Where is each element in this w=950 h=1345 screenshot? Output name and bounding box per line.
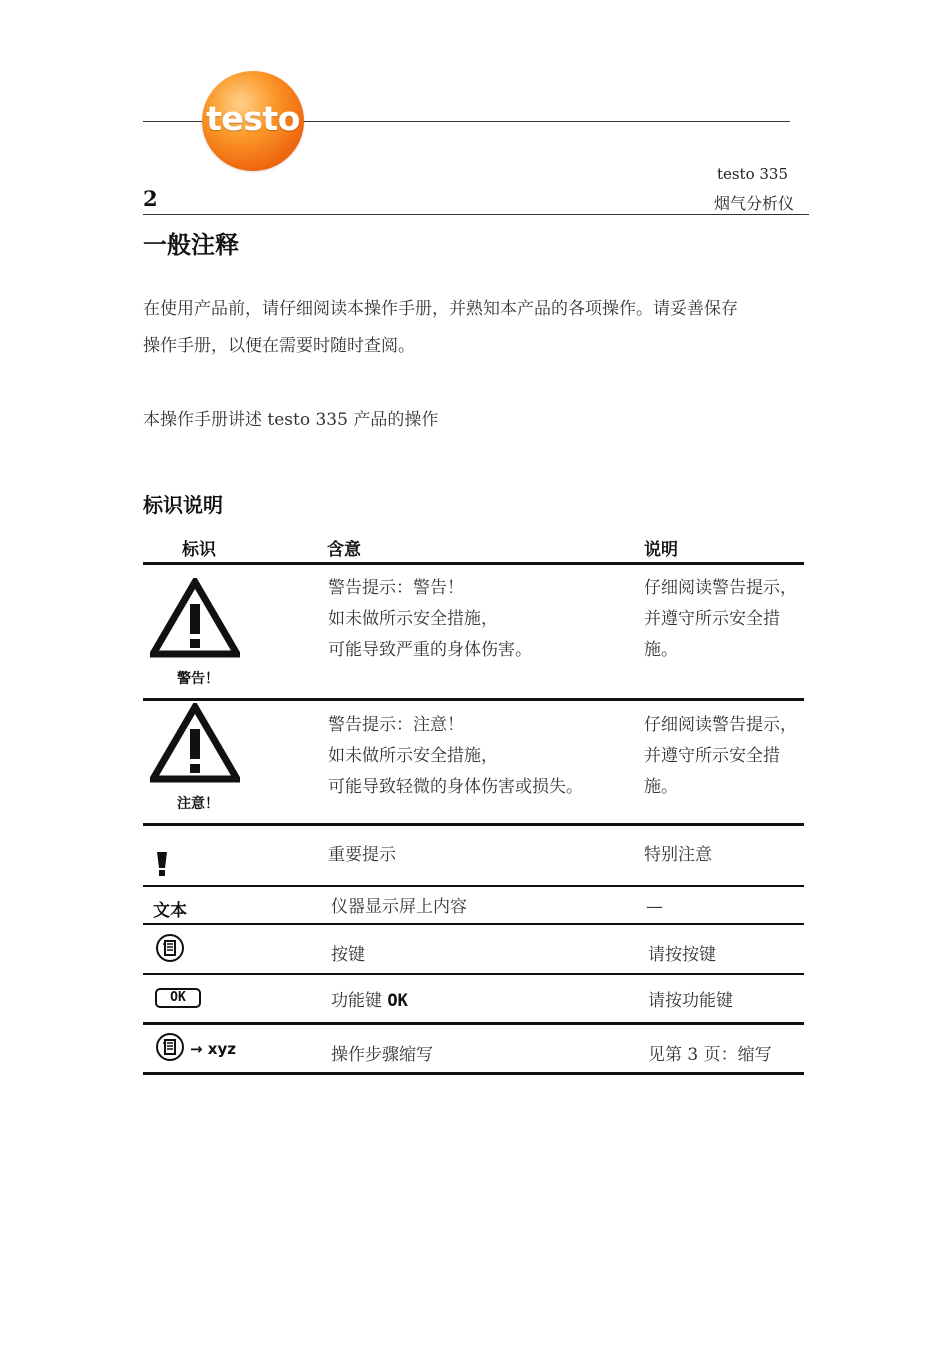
key-button-icon (155, 933, 185, 963)
display-text-meaning: 仪器显示屏上内容 (331, 897, 467, 917)
table-header-rule (143, 562, 804, 565)
caution-icon-label: 注意！ (177, 796, 219, 812)
function-key-explanation: 请按功能键 (648, 991, 733, 1011)
row-rule (143, 1022, 804, 1025)
col-header-meaning: 含意 (327, 540, 361, 560)
testo-logo (202, 71, 304, 171)
row-rule (143, 973, 804, 975)
caution-explanation-2: 并遵守所示安全措 (644, 746, 780, 766)
row-rule (143, 923, 804, 925)
col-header-explanation: 说明 (644, 540, 678, 560)
warning-icon-label: 警告！ (177, 671, 219, 687)
ok-key-text: OK (387, 991, 408, 1011)
caution-meaning-3: 可能导致轻微的身体伤害或损失。 (328, 777, 583, 797)
caution-meaning-1: 警告提示：注意！ (328, 715, 464, 735)
page-title: 一般注释 (143, 230, 239, 259)
row-rule (143, 698, 804, 701)
logo-text: testo (206, 99, 300, 138)
warning-meaning-3: 可能导致严重的身体伤害。 (328, 640, 532, 660)
display-text-sample: 文本 (153, 901, 187, 921)
exclamation-icon (155, 851, 169, 877)
section-title: 标识说明 (143, 493, 223, 517)
intro-line-1: 在使用产品前，请仔细阅读本操作手册，并熟知本产品的各项操作。请妥善保存 (143, 299, 738, 319)
caution-meaning-2: 如未做所示安全措施， (328, 746, 498, 766)
important-meaning: 重要提示 (328, 845, 396, 865)
display-text-explanation: — (646, 897, 663, 917)
key-meaning: 按键 (331, 945, 365, 965)
model-name: testo 335 (716, 165, 788, 183)
row-rule (143, 823, 804, 826)
step-key-icon (155, 1032, 185, 1062)
function-key-meaning: 功能键 OK (331, 991, 408, 1011)
warning-explanation-1: 仔细阅读警告提示， (644, 578, 797, 598)
step-meaning: 操作步骤缩写 (331, 1045, 433, 1065)
warning-triangle-icon (150, 578, 240, 658)
important-explanation: 特别注意 (644, 845, 712, 865)
arrow-xyz-symbol: → xyz (190, 1040, 236, 1058)
col-header-symbol: 标识 (182, 540, 216, 560)
row-rule (143, 885, 804, 887)
key-explanation: 请按按键 (648, 945, 716, 965)
product-subtitle: 烟气分析仪 (713, 194, 794, 213)
caution-triangle-icon (150, 703, 240, 783)
caution-explanation-3: 施。 (644, 777, 678, 797)
table-bottom-rule (143, 1072, 804, 1075)
page-number: 2 (143, 186, 158, 211)
intro-line-2: 操作手册，以便在需要时随时查阅。 (143, 336, 415, 356)
header-bottom-rule (143, 214, 809, 215)
warning-meaning-2: 如未做所示安全措施， (328, 609, 498, 629)
caution-explanation-1: 仔细阅读警告提示， (644, 715, 797, 735)
warning-meaning-1: 警告提示：警告！ (328, 578, 464, 598)
scope-text: 本操作手册讲述 testo 335 产品的操作 (143, 410, 439, 430)
step-explanation: 见第 3 页：缩写 (648, 1045, 772, 1065)
warning-explanation-2: 并遵守所示安全措 (644, 609, 780, 629)
warning-explanation-3: 施。 (644, 640, 678, 660)
ok-key-icon: OK (155, 988, 201, 1008)
